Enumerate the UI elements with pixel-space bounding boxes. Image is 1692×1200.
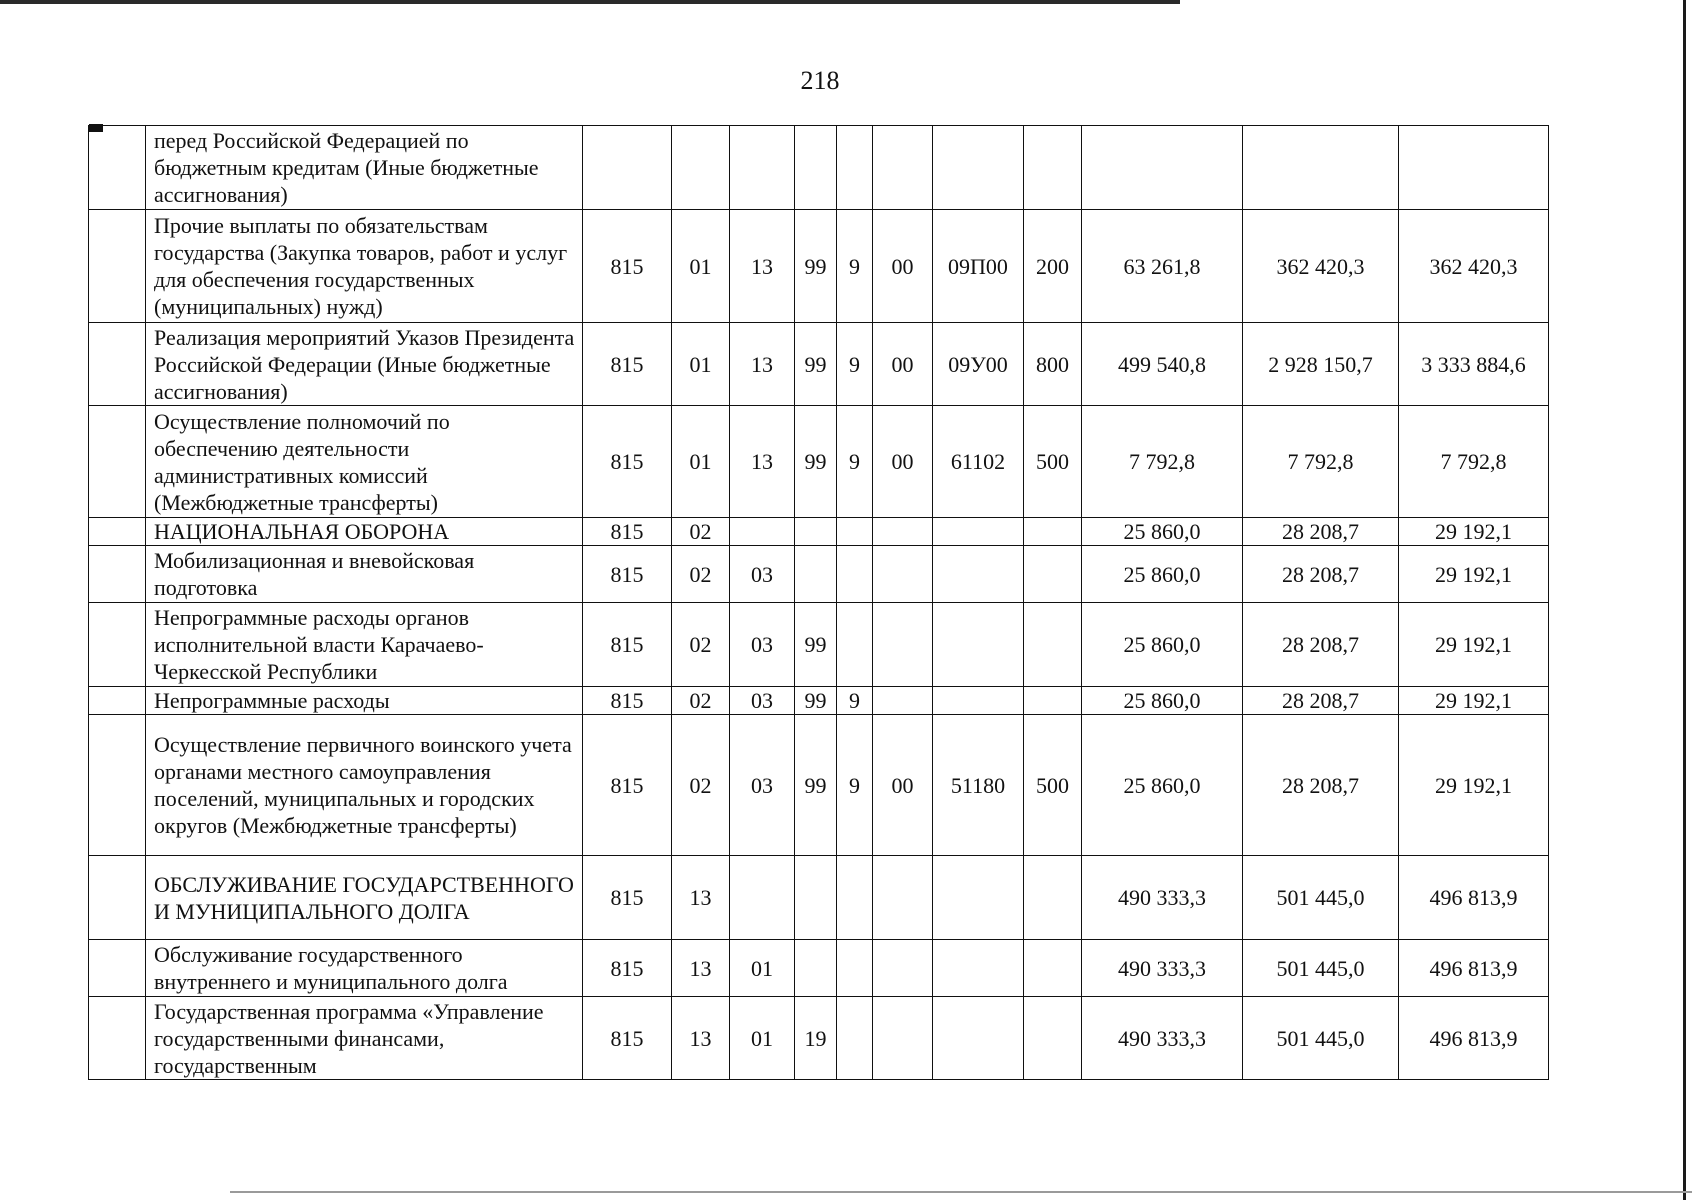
code-cell-c2: 02 — [672, 546, 730, 603]
table-body — [89, 126, 1549, 1080]
code-cell-c1 — [583, 126, 672, 210]
page-number: 218 — [800, 66, 840, 95]
right-scan-edge — [1683, 0, 1686, 1200]
code-cell-c7 — [933, 126, 1024, 210]
row-index-cell — [89, 687, 146, 715]
description-cell: Мобилизационная и вневойсковая подготовка — [146, 546, 583, 603]
code-cell-c6 — [873, 546, 933, 603]
code-cell-c4 — [795, 546, 837, 603]
row-index-cell — [89, 715, 146, 856]
code-cell-c2: 01 — [672, 323, 730, 406]
amount-cell-v1: 25 860,0 — [1082, 603, 1243, 687]
code-cell-c1: 815 — [583, 406, 672, 518]
amount-cell-v2: 28 208,7 — [1243, 687, 1399, 715]
code-cell-c5 — [837, 856, 873, 940]
amount-cell-v1: 499 540,8 — [1082, 323, 1243, 406]
code-cell-c1: 815 — [583, 940, 672, 997]
code-cell-c2: 13 — [672, 997, 730, 1080]
code-cell-c7: 09П00 — [933, 210, 1024, 323]
table-row — [89, 940, 1549, 997]
code-cell-c4: 99 — [795, 715, 837, 856]
code-cell-c5 — [837, 126, 873, 210]
code-cell-c8: 500 — [1024, 406, 1082, 518]
code-cell-c1: 815 — [583, 997, 672, 1080]
amount-cell-v1 — [1082, 126, 1243, 210]
description-cell: Государственная программа «Управление государственными финансами, государственным — [146, 997, 583, 1080]
code-cell-c8 — [1024, 126, 1082, 210]
code-cell-c4: 19 — [795, 997, 837, 1080]
code-cell-c4 — [795, 940, 837, 997]
code-cell-c4: 99 — [795, 406, 837, 518]
code-cell-c5: 9 — [837, 210, 873, 323]
top-scan-rule — [0, 0, 1180, 4]
code-cell-c4 — [795, 518, 837, 546]
code-cell-c4: 99 — [795, 603, 837, 687]
code-cell-c7: 61102 — [933, 406, 1024, 518]
code-cell-c5 — [837, 940, 873, 997]
row-index-cell — [89, 518, 146, 546]
description-cell: перед Российской Федерацией по бюджетным кредитам (Иные бюджетные ассигнования) — [146, 126, 583, 210]
code-cell-c6 — [873, 997, 933, 1080]
code-cell-c6 — [873, 856, 933, 940]
row-index-cell — [89, 406, 146, 518]
code-cell-c3: 03 — [730, 603, 795, 687]
code-cell-c6 — [873, 126, 933, 210]
amount-cell-v1: 490 333,3 — [1082, 997, 1243, 1080]
code-cell-c6: 00 — [873, 406, 933, 518]
table-row — [89, 715, 1549, 856]
table-row — [89, 518, 1549, 546]
code-cell-c2: 13 — [672, 856, 730, 940]
row-index-cell — [89, 940, 146, 997]
code-cell-c8: 500 — [1024, 715, 1082, 856]
code-cell-c7 — [933, 603, 1024, 687]
table-row — [89, 603, 1549, 687]
row-index-cell — [89, 997, 146, 1080]
bottom-scan-rule — [230, 1191, 1692, 1193]
code-cell-c1: 815 — [583, 323, 672, 406]
code-cell-c2: 13 — [672, 940, 730, 997]
code-cell-c1: 815 — [583, 546, 672, 603]
row-index-cell — [89, 546, 146, 603]
description-cell: Обслуживание государственного внутреннего и муниципального долга — [146, 940, 583, 997]
amount-cell-v2: 2 928 150,7 — [1243, 323, 1399, 406]
amount-cell-v3: 29 192,1 — [1399, 546, 1549, 603]
row-index-cell — [89, 126, 146, 210]
description-cell: Осуществление полномочий по обеспечению деятельности административных комиссий (Межбюджетные трансферты) — [146, 406, 583, 518]
amount-cell-v1: 490 333,3 — [1082, 856, 1243, 940]
row-index-cell — [89, 210, 146, 323]
code-cell-c4 — [795, 126, 837, 210]
amount-cell-v3: 496 813,9 — [1399, 940, 1549, 997]
code-cell-c6: 00 — [873, 715, 933, 856]
amount-cell-v1: 63 261,8 — [1082, 210, 1243, 323]
amount-cell-v2: 362 420,3 — [1243, 210, 1399, 323]
amount-cell-v1: 25 860,0 — [1082, 715, 1243, 856]
row-index-cell — [89, 856, 146, 940]
amount-cell-v2: 501 445,0 — [1243, 997, 1399, 1080]
code-cell-c8 — [1024, 603, 1082, 687]
amount-cell-v2 — [1243, 126, 1399, 210]
code-cell-c4: 99 — [795, 687, 837, 715]
table-row — [89, 997, 1549, 1080]
amount-cell-v1: 25 860,0 — [1082, 546, 1243, 603]
code-cell-c8 — [1024, 518, 1082, 546]
code-cell-c2: 01 — [672, 210, 730, 323]
amount-cell-v3: 29 192,1 — [1399, 715, 1549, 856]
code-cell-c8: 800 — [1024, 323, 1082, 406]
code-cell-c8 — [1024, 940, 1082, 997]
code-cell-c2: 02 — [672, 603, 730, 687]
description-cell: Осуществление первичного воинского учета органами местного самоуправления поселений, муниципальных и городских округов (Межбюджетные трансферты) — [146, 715, 583, 856]
code-cell-c5: 9 — [837, 323, 873, 406]
description-cell: Прочие выплаты по обязательствам государства (Закупка товаров, работ и услуг для обеспечения государственных (муниципальных) нужд) — [146, 210, 583, 323]
amount-cell-v3 — [1399, 126, 1549, 210]
code-cell-c3: 13 — [730, 406, 795, 518]
code-cell-c5 — [837, 603, 873, 687]
code-cell-c1: 815 — [583, 715, 672, 856]
code-cell-c6 — [873, 603, 933, 687]
table-row — [89, 687, 1549, 715]
code-cell-c3: 01 — [730, 940, 795, 997]
code-cell-c8 — [1024, 546, 1082, 603]
code-cell-c3: 13 — [730, 210, 795, 323]
description-cell: Непрограммные расходы органов исполнительной власти Карачаево-Черкесской Республики — [146, 603, 583, 687]
code-cell-c8 — [1024, 997, 1082, 1080]
code-cell-c3: 03 — [730, 546, 795, 603]
amount-cell-v3: 496 813,9 — [1399, 997, 1549, 1080]
code-cell-c5: 9 — [837, 687, 873, 715]
code-cell-c7 — [933, 687, 1024, 715]
code-cell-c5 — [837, 546, 873, 603]
code-cell-c2: 01 — [672, 406, 730, 518]
amount-cell-v3: 29 192,1 — [1399, 518, 1549, 546]
code-cell-c7: 51180 — [933, 715, 1024, 856]
amount-cell-v2: 28 208,7 — [1243, 518, 1399, 546]
code-cell-c1: 815 — [583, 687, 672, 715]
amount-cell-v3: 362 420,3 — [1399, 210, 1549, 323]
code-cell-c1: 815 — [583, 518, 672, 546]
code-cell-c3 — [730, 518, 795, 546]
code-cell-c2 — [672, 126, 730, 210]
row-index-cell — [89, 323, 146, 406]
amount-cell-v3: 3 333 884,6 — [1399, 323, 1549, 406]
code-cell-c4: 99 — [795, 210, 837, 323]
table-row — [89, 406, 1549, 518]
code-cell-c1: 815 — [583, 856, 672, 940]
code-cell-c3: 01 — [730, 997, 795, 1080]
code-cell-c1: 815 — [583, 210, 672, 323]
amount-cell-v3: 7 792,8 — [1399, 406, 1549, 518]
code-cell-c7: 09У00 — [933, 323, 1024, 406]
code-cell-c3: 03 — [730, 715, 795, 856]
table-row — [89, 210, 1549, 323]
amount-cell-v2: 501 445,0 — [1243, 856, 1399, 940]
description-cell: Непрограммные расходы — [146, 687, 583, 715]
code-cell-c6 — [873, 518, 933, 546]
description-cell: НАЦИОНАЛЬНАЯ ОБОРОНА — [146, 518, 583, 546]
amount-cell-v1: 25 860,0 — [1082, 687, 1243, 715]
code-cell-c6: 00 — [873, 323, 933, 406]
code-cell-c5: 9 — [837, 715, 873, 856]
table-row — [89, 323, 1549, 406]
code-cell-c6 — [873, 940, 933, 997]
amount-cell-v2: 28 208,7 — [1243, 715, 1399, 856]
amount-cell-v2: 28 208,7 — [1243, 546, 1399, 603]
code-cell-c8 — [1024, 856, 1082, 940]
amount-cell-v2: 28 208,7 — [1243, 603, 1399, 687]
code-cell-c7 — [933, 997, 1024, 1080]
code-cell-c4: 99 — [795, 323, 837, 406]
code-cell-c2: 02 — [672, 687, 730, 715]
amount-cell-v3: 29 192,1 — [1399, 687, 1549, 715]
code-cell-c6 — [873, 687, 933, 715]
amount-cell-v1: 7 792,8 — [1082, 406, 1243, 518]
code-cell-c3: 13 — [730, 323, 795, 406]
code-cell-c2: 02 — [672, 715, 730, 856]
amount-cell-v1: 25 860,0 — [1082, 518, 1243, 546]
code-cell-c5 — [837, 518, 873, 546]
amount-cell-v3: 496 813,9 — [1399, 856, 1549, 940]
code-cell-c8 — [1024, 687, 1082, 715]
code-cell-c5: 9 — [837, 406, 873, 518]
code-cell-c3 — [730, 856, 795, 940]
code-cell-c4 — [795, 856, 837, 940]
row-index-cell — [89, 603, 146, 687]
table-row — [89, 856, 1549, 940]
code-cell-c2: 02 — [672, 518, 730, 546]
amount-cell-v3: 29 192,1 — [1399, 603, 1549, 687]
code-cell-c1: 815 — [583, 603, 672, 687]
code-cell-c7 — [933, 856, 1024, 940]
code-cell-c7 — [933, 546, 1024, 603]
code-cell-c5 — [837, 997, 873, 1080]
code-cell-c7 — [933, 518, 1024, 546]
code-cell-c3: 03 — [730, 687, 795, 715]
amount-cell-v1: 490 333,3 — [1082, 940, 1243, 997]
description-cell: ОБСЛУЖИВАНИЕ ГОСУДАРСТВЕННОГО И МУНИЦИПАЛЬНОГО ДОЛГА — [146, 856, 583, 940]
table-row — [89, 546, 1549, 603]
table-row — [89, 126, 1549, 210]
code-cell-c8: 200 — [1024, 210, 1082, 323]
budget-table — [88, 125, 1549, 1080]
code-cell-c7 — [933, 940, 1024, 997]
amount-cell-v2: 7 792,8 — [1243, 406, 1399, 518]
description-cell: Реализация мероприятий Указов Президента Российской Федерации (Иные бюджетные ассигнования) — [146, 323, 583, 406]
amount-cell-v2: 501 445,0 — [1243, 940, 1399, 997]
code-cell-c3 — [730, 126, 795, 210]
code-cell-c6: 00 — [873, 210, 933, 323]
